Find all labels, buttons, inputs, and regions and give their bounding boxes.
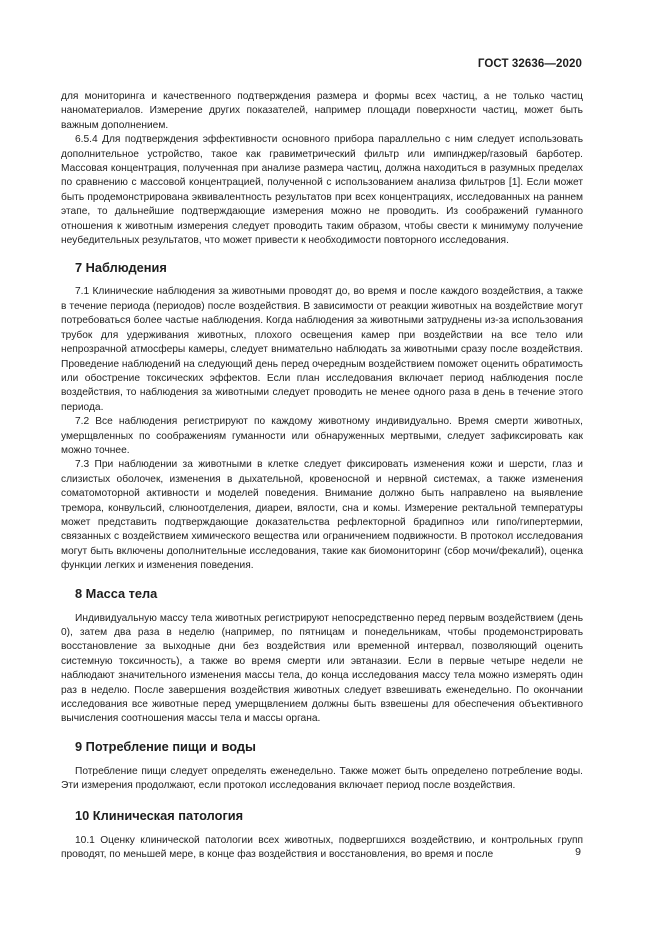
section-heading-8: 8 Масса тела <box>75 585 158 601</box>
paragraph-7-1: 7.1 Клинические наблюдения за животными проводят до, во время и после каждого воздействия, а также в течение периода (периодов) после воздействия. В зависимости от реакции животных на воздействие могут потребоваться более частые наблюдения. Когда наблюдения за животными затруднены из-за использования трубок для удерживания животных, плохого освещения камер при воздействии на все тело или непрозрачной атмосферы камеры, следует внимательно наблюдать за животными сразу после воздействия. Проведение наблюдений на следующий день перед очередным воздействием поможет оценить обратимость или обострение токсических эффектов. Если план исследования включает период наблюдения после воздействия, то наблюдения за животными следует проводить не менее одного раза в день в течение этого периода. <box>61 286 583 413</box>
page-number: 9 <box>575 846 581 858</box>
paragraph-10-1: 10.1 Оценку клинической патологии всех животных, подвергшихся воздействию, и контрольных групп проводят, по меньшей мере, в конце фаз воздействия и восстановления, во время и после <box>61 834 583 861</box>
paragraph-9: Потребление пищи следует определять еженедельно. Также может быть определено потребление воды. Эти измерения продолжают, если протокол исследования включает период после воздействия. <box>61 765 583 792</box>
paragraph-7-3: 7.3 При наблюдении за животными в клетке следует фиксировать изменения кожи и шерсти, глаз и слизистых оболочек, изменения в дыхательной, кровеносной и нервной системах, а также изменения соматомоторной активности и моделей поведения. Внимание должно быть направлено на выявление тремора, конвульсий, слюноотделения, диареи, вялости, сна и комы. Измерение ректальной температуры может представить подтверждающие доказательства рефлекторной брадипноэ или гипо/гипертермии, связанных с воздействием химического вещества или ограничением подвижности. В протокол исследования могут быть включены дополнительные исследования, такие как биомониторинг (сбор мочи/фекалий), оценка функции легких и изменения поведения. <box>61 459 583 572</box>
paragraph-7-2: 7.2 Все наблюдения регистрируют по каждому животному индивидуально. Время смерти животных, умерщвленных по соображениям гуманности или обнаруженных мертвыми, следует зафиксировать как можно точнее. <box>61 416 583 456</box>
paragraph-8: Индивидуальную массу тела животных регистрируют непосредственно перед первым воздействием (день 0), затем два раза в неделю (например, по пятницам и понедельникам, чтобы продемонстрировать восстановление за выходные дни без воздействия или временной интервал, позволяющий оценить системную токсичность), а также во время смерти или эвтаназии. Если в первые четыре недели не наблюдают значительного изменения массы тела, до конца исследования массу тела можно измерять один раз в неделю. После завершения воздействия животных следует взвешивать еженедельно. По окончании исследования все животные перед умерщвлением должны быть взвешены для обеспечения объективного вычисления соотношения массы тела и массы органа. <box>61 612 583 725</box>
paragraph-intro: для мониторинга и качественного подтверждения размера и формы всех частиц, а не только частиц наноматериалов. Измерение других показателей, например площади поверхности частиц, может быть важным дополнением. <box>61 91 583 131</box>
section-heading-10: 10 Клиническая патология <box>75 807 244 823</box>
standard-code: ГОСТ 32636—2020 <box>477 58 582 70</box>
section-heading-9: 9 Потребление пищи и воды <box>75 738 256 754</box>
section-heading-7: 7 Наблюдения <box>75 260 167 276</box>
paragraph-6-5-4: 6.5.4 Для подтверждения эффективности основного прибора параллельно с ним следует использовать дополнительное устройство, такое как гравиметрический фильтр или импинджер/газовый барботер. Массовая концентрация, полученная при анализе размера частиц, должна находиться в разумных пределах по сравнению с массовой концентрацией, полученной с использованием анализа фильтров [1]. Если может быть продемонстрирована эквивалентность результатов при всех концентрациях, исследованных на раннем этапе, то дальнейшие подтверждающие измерения можно не проводить. Из соображений гуманного отношения к животным измерения следует проводить таким образом, чтобы свести к минимуму получение неубедительных результатов, что может привести к необходимости повторного исследования. <box>61 134 583 247</box>
page-content <box>61 90 583 862</box>
